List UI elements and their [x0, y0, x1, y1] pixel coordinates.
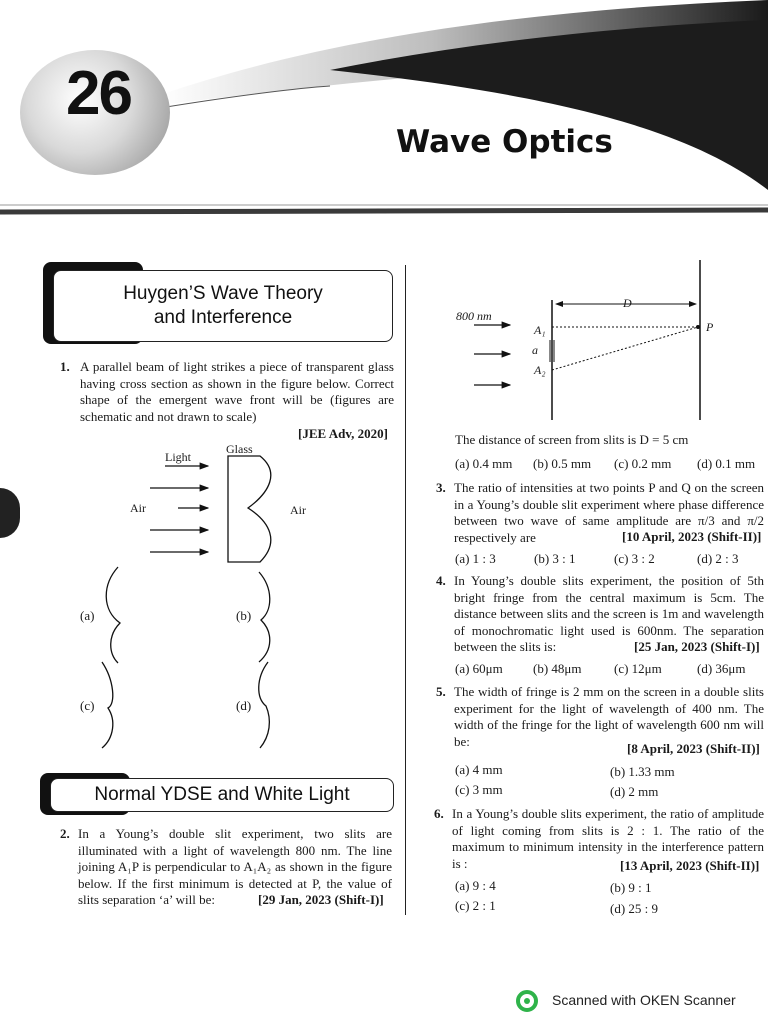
q1-option-d: (d): [236, 698, 252, 713]
q6-exam: [13 April, 2023 (Shift-II)]: [620, 858, 760, 873]
q5-option-b: (b) 1.33 mm: [610, 764, 675, 779]
q5-exam: [8 April, 2023 (Shift-II)]: [627, 741, 760, 756]
q4-number: 4.: [436, 573, 446, 588]
q5-option-a: (a) 4 mm: [455, 762, 503, 777]
q1-option-b-wavefront: [255, 570, 285, 665]
q4-text: In Young’s double slits experiment, the position of 5th bright fringe from the central maximum is 5cm. The distance between slits and the screen is 1m and wavelength of monochromatic light used is 600nm. The separation between the slits is:: [454, 573, 764, 654]
oken-scanner-icon: [516, 990, 538, 1012]
q6-number: 6.: [434, 806, 444, 821]
q2-option-b: (b) 0.5 mm: [533, 456, 592, 471]
q6-option-d: (d) 25 : 9: [610, 901, 659, 916]
q1-air-left-label: Air: [130, 501, 146, 515]
q5-number: 5.: [436, 684, 446, 699]
chapter-title: Wave Optics: [396, 124, 613, 160]
q1-option-a-wavefront: [100, 565, 130, 665]
q5-text: The width of fringe is 2 mm on the screen in a double slits experiment for the light of wavelength of 400 nm. The width of the fringe for the light of wavelength 600 nm will be:: [454, 684, 764, 749]
q3-text: The ratio of intensities at two points P and Q on the screen in a Young’s double slit experiment where phase difference between two wave of same amplitude are π/3 and π/2 respectively are: [454, 480, 764, 545]
q2-text: In a Young’s double slit experiment, two slits are illuminated with a light of wavelength 800 nm. The line joining A₁P is perpendicular to A₁A₂ as shown in the figure below. If the first minimum is detected at P, the value of slits separation ‘a’ will be:: [78, 826, 392, 907]
q4-exam: [25 Jan, 2023 (Shift-I)]: [634, 639, 760, 654]
q3-option-c: (c) 3 : 2: [614, 551, 655, 566]
q1-number: 1.: [60, 359, 70, 374]
q1-text: A parallel beam of light strikes a piece of transparent glass having cross section as shown in the figure below. Correct shape of the emergent wave front will be (figures are schematic and not drawn to scale): [80, 359, 394, 424]
q2-p-label: P: [706, 320, 714, 334]
q2-number: 2.: [60, 826, 70, 841]
q1-air-right-label: Air: [290, 503, 306, 517]
q3-option-d: (d) 2 : 3: [697, 551, 739, 566]
q5-option-d: (d) 2 mm: [610, 784, 659, 799]
q2-a1-label: A₁: [534, 323, 546, 337]
page-edge-shadow: [0, 488, 20, 538]
q2-after-text: The distance of screen from slits is D = 5 cm: [455, 432, 689, 447]
q1-option-a: (a): [80, 608, 95, 623]
q2-ydse-figure: [440, 260, 750, 425]
q2-option-c: (c) 0.2 mm: [614, 456, 672, 471]
q2-wavelength-label: 800 nm: [456, 309, 492, 323]
column-divider: [405, 265, 406, 915]
q2-a-label: a: [532, 343, 538, 357]
q4-option-b: (b) 48μm: [533, 661, 582, 676]
q4-option-c: (c) 12μm: [614, 661, 662, 676]
q1-option-b: (b): [236, 608, 252, 623]
q3-number: 3.: [436, 480, 446, 495]
scanner-watermark: Scanned with OKEN Scanner: [552, 992, 736, 1008]
q2-option-a: (a) 0.4 mm: [455, 456, 513, 471]
q1-option-d-wavefront: [254, 660, 284, 750]
q6-option-c: (c) 2 : 1: [455, 898, 496, 913]
q4-option-a: (a) 60μm: [455, 661, 503, 676]
q3-option-b: (b) 3 : 1: [534, 551, 576, 566]
q1-light-label: Light: [165, 450, 191, 464]
chapter-number: 26: [66, 59, 131, 128]
q3-exam: [10 April, 2023 (Shift-II)]: [622, 529, 762, 544]
q2-option-d: (d) 0.1 mm: [697, 456, 756, 471]
q6-text: In a Young’s double slits experiment, the ratio of amplitude of light coming from slits is 2 : 1. The ratio of the maximum to minimum intensity in the interference pattern is :: [452, 806, 764, 871]
section-title-line1: Huygen’S Wave Theory: [123, 283, 323, 305]
q2-exam: [29 Jan, 2023 (Shift-I)]: [258, 892, 384, 907]
section-heading-huygen: [53, 270, 393, 342]
q1-exam: [JEE Adv, 2020]: [298, 426, 388, 441]
q3-option-a: (a) 1 : 3: [455, 551, 496, 566]
q6-option-b: (b) 9 : 1: [610, 880, 652, 895]
q5-option-c: (c) 3 mm: [455, 782, 503, 797]
q1-option-c-wavefront: [98, 660, 128, 750]
section-title-line2: and Interference: [153, 307, 293, 328]
q1-glass-figure: [120, 442, 340, 572]
section-heading-ydse: [50, 778, 394, 812]
q1-glass-label: Glass: [226, 442, 253, 456]
q1-option-c: (c): [80, 698, 95, 713]
section-title: Normal YDSE and White Light: [94, 784, 350, 806]
q6-option-a: (a) 9 : 4: [455, 878, 496, 893]
q2-a2-label: A₂: [534, 363, 546, 377]
q4-option-d: (d) 36μm: [697, 661, 746, 676]
q2-d-label: D: [623, 296, 632, 310]
